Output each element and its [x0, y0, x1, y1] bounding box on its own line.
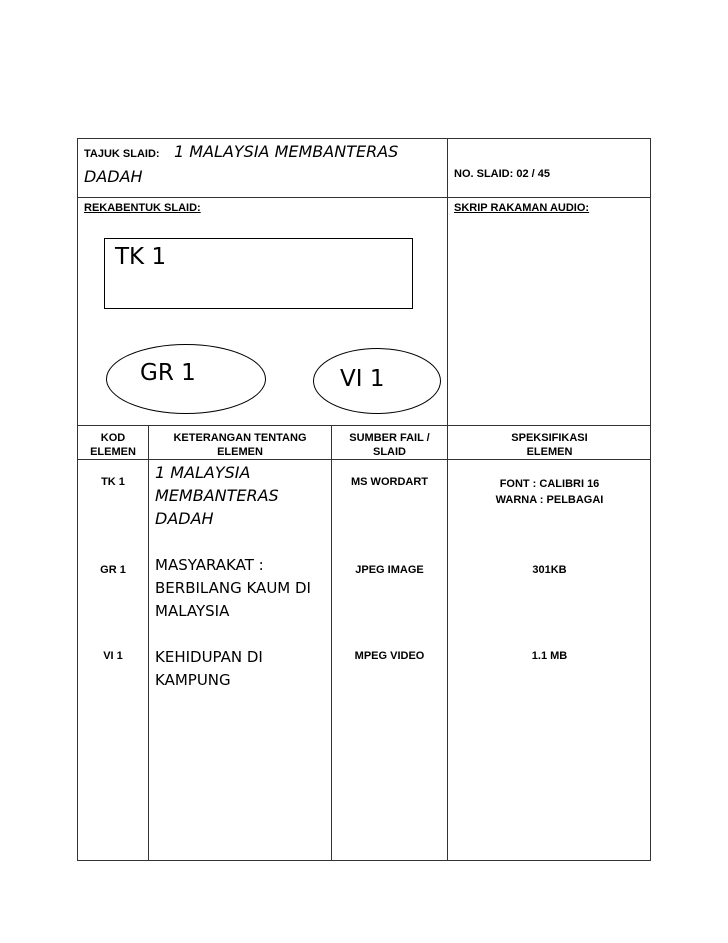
row-spec: FONT : CALIBRI 16 WARNA : PELBAGAI	[495, 478, 604, 506]
header-sumber-fail: SUMBER FAIL / SLAID	[349, 432, 430, 458]
row-spec: 1.1 MB	[531, 650, 568, 662]
row-kod: TK 1	[101, 476, 125, 488]
col-divider-2	[331, 425, 332, 861]
tk-element-label: TK 1	[115, 244, 167, 270]
row-kod: VI 1	[103, 650, 123, 662]
audio-script-label: SKRIP RAKAMAN AUDIO:	[454, 202, 590, 214]
table-header-divider	[77, 459, 651, 460]
header-keterangan: KETERANGAN TENTANG ELEMEN	[173, 432, 307, 458]
row-description: KEHIDUPAN DI KAMPUNG	[155, 648, 263, 689]
vi-element-label: VI 1	[340, 366, 385, 392]
title-block	[84, 142, 444, 186]
row-source: JPEG IMAGE	[355, 564, 424, 576]
row-description: MASYARAKAT : BERBILANG KAUM DI MALAYSIA	[155, 556, 311, 620]
header-spesifikasi: SPEKSIFIKASI ELEMEN	[511, 432, 588, 458]
row-source: MS WORDART	[351, 476, 428, 488]
title-label: TAJUK SLAID:	[84, 148, 160, 160]
header-divider-horizontal	[77, 197, 651, 198]
col-divider-1	[148, 425, 149, 861]
row-description: 1 MALAYSIA MEMBANTERAS DADAH	[155, 463, 279, 528]
row-source: MPEG VIDEO	[354, 650, 425, 662]
gr-element-label: GR 1	[140, 360, 196, 386]
section-divider-horizontal	[77, 425, 651, 426]
slide-title-line2: DADAH	[84, 167, 143, 186]
header-kod-elemen: KOD ELEMEN	[90, 432, 136, 458]
designer-label: REKABENTUK SLAID:	[84, 202, 201, 214]
row-spec: 301KB	[532, 564, 567, 576]
slide-title-line1: 1 MALAYSIA MEMBANTERAS	[174, 142, 399, 161]
row-kod: GR 1	[100, 564, 126, 576]
slide-number: NO. SLAID: 02 / 45	[454, 168, 550, 180]
